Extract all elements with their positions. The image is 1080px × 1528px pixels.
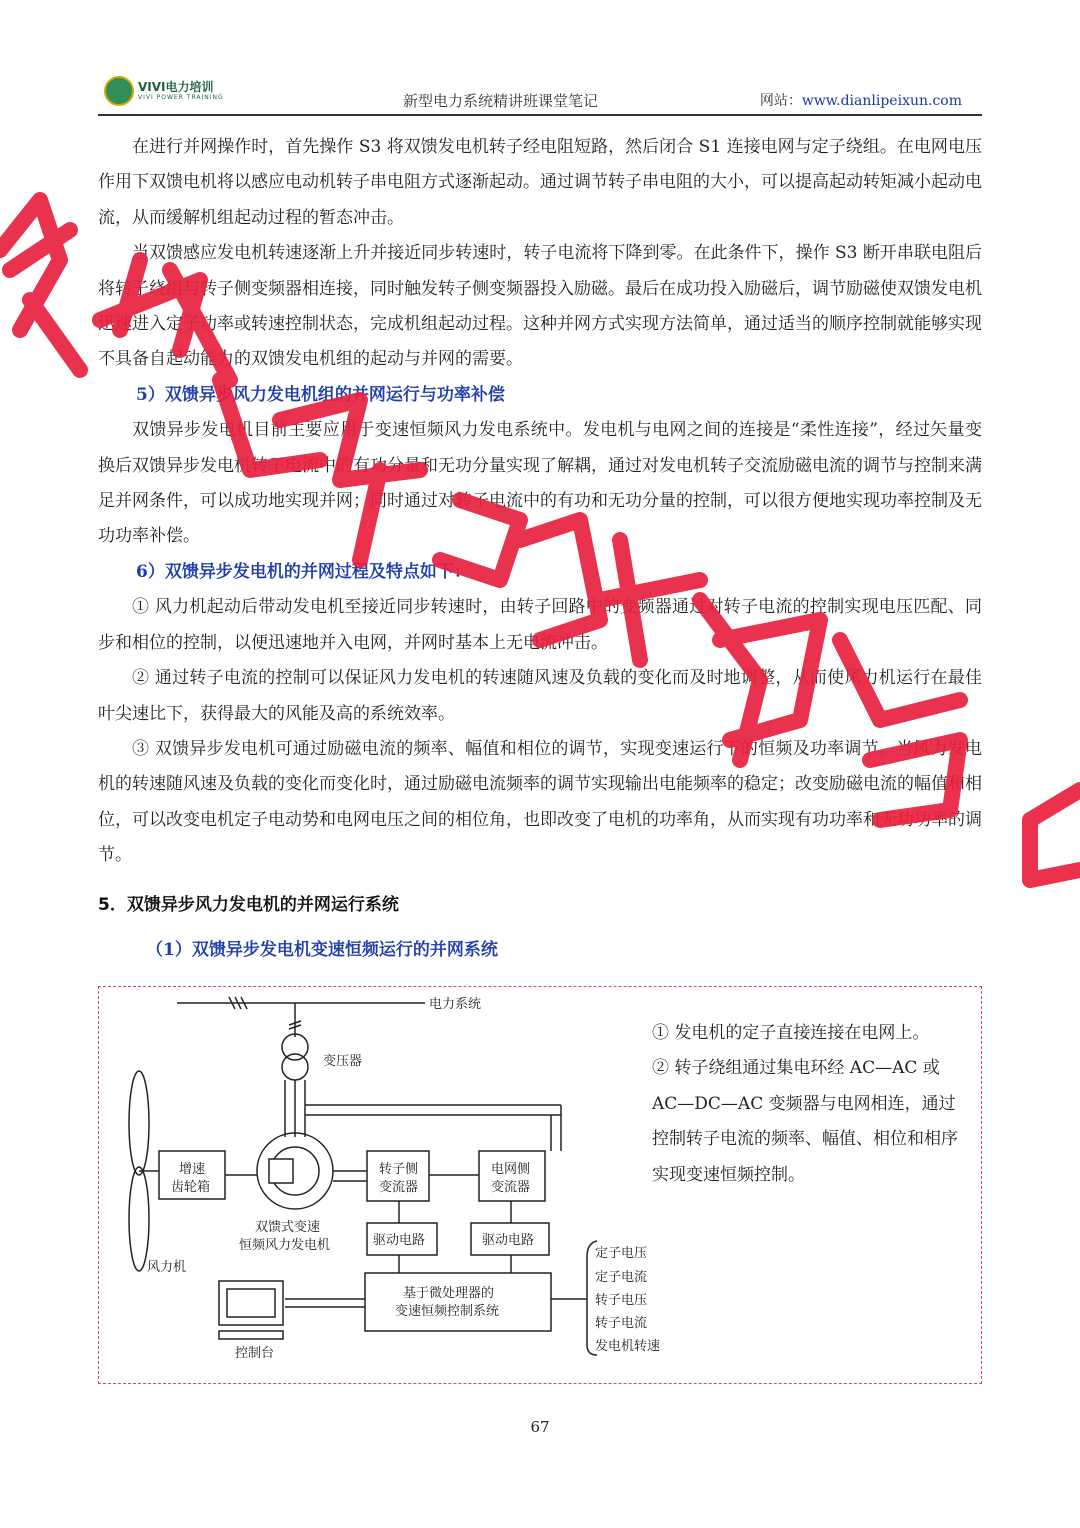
heading-6: 6）双馈异步发电机的并网过程及特点如下： <box>136 561 471 582</box>
watermark-stroke <box>0 200 60 330</box>
label-generator-2: 恒频风力发电机 <box>239 1238 331 1253</box>
label-transformer: 变压器 <box>323 1054 363 1069</box>
heading-5: 5）双馈异步风力发电机组的并网运行与功率补偿 <box>136 384 505 405</box>
label-turbine: 风力机 <box>147 1260 187 1275</box>
controller-box <box>365 1273 551 1331</box>
console-keyboard <box>219 1331 283 1339</box>
label-gearbox-1: 增速 <box>179 1162 206 1177</box>
header-website <box>760 90 962 110</box>
label-grid: 电力系统 <box>429 997 482 1012</box>
note-2: ② 转子绕组通过集电环经 AC—AC 或 AC—DC—AC 变频器与电网相连，通过控制转子电流的频率、幅值、相位和相序实现变速恒频控制。 <box>652 1058 958 1185</box>
label-grid-converter-1: 电网侧 <box>491 1162 531 1177</box>
console-monitor <box>219 1281 283 1325</box>
subsection-1-title: （1）双馈异步发电机变速恒频运行的并网系统 <box>146 940 498 960</box>
label-signal-3: 转子电压 <box>595 1293 648 1308</box>
brand-subtitle: VIVI POWER TRAINING <box>138 94 224 101</box>
list-item-3: ③ 双馈异步发电机可通过励磁电流的频率、幅值和相位的调节，实现变速运行下的恒频及功率调节。当风力发电机的转速随风速及负载的变化而变化时，通过励磁电流频率的调节实现输出电能频率的稳定；改变励磁电流的幅值和相位，可以改变电机定子电动势和电网电压之间的相位角，也即改变了电机的功率角，从而实现有功功率和无功功率的调节。 <box>98 738 982 866</box>
website-label: 网站： <box>759 93 802 109</box>
label-grid-converter-2: 变流器 <box>491 1180 531 1195</box>
list-item-1: ① 风力机起动后带动发电机至接近同步转速时，由转子回路中的变频器通过对转子电流的控制实现电压匹配、同步和相位的控制，以便迅速地并入电网，并网时基本上无电流冲击。 <box>98 597 982 653</box>
generator-shaft <box>269 1159 293 1183</box>
console-screen <box>227 1289 275 1317</box>
page-header <box>98 72 982 116</box>
body-text <box>98 130 982 874</box>
label-drive-circuit-1: 驱动电路 <box>373 1233 426 1248</box>
label-gearbox-2: 齿轮箱 <box>171 1180 211 1195</box>
list-item-2: ② 通过转子电流的控制可以保证风力发电机的转速随风速及负载的变化而及时地调整，从而使风力机运行在最佳叶尖速比下，获得最大的风能及高的系统效率。 <box>98 668 982 724</box>
header-title: 新型电力系统精讲班课堂笔记 <box>403 92 599 110</box>
paragraph-flexible-connection: 双馈异步发电机目前主要应用于变速恒频风力发电系统中。发电机与电网之间的连接是“柔性连接”，经过矢量变换后双馈异步发电机转子电流中的有功分量和无功分量实现了解耦，通过对发电机转子交流励磁电流的调节与控制来满足并网条件，可以成功地实现并网；同时通过对转子电流中的有功和无功分量的控制，可以很方便地实现功率控制及无功功率补偿。 <box>98 420 982 547</box>
label-signal-1: 定子电压 <box>595 1246 648 1261</box>
label-signal-4: 转子电流 <box>595 1316 648 1331</box>
page-number: 67 <box>530 1418 550 1436</box>
label-signal-5: 发电机转速 <box>595 1339 661 1354</box>
label-rotor-converter-2: 变流器 <box>379 1180 419 1195</box>
brand-name: VIVI电力培训 <box>138 80 214 94</box>
label-generator-1: 双馈式变速 <box>255 1220 321 1235</box>
paragraph-sync-speed: 当双馈感应发电机转速逐渐上升并接近同步转速时，转子电流将下降到零。在此条件下，操作 S3 断开串联电阻后将转子绕组与转子侧变频器相连接，同时触发转子侧变频器投入励磁。最后在成功投入励磁后，调节励磁使双馈发电机迅速进入定子功率或转速控制状态，完成机组起动过程。这种并网方式实现方法简单，通过适当的顺序控制就能够实现不具备自起动能力的双馈发电机组的起动与并网的需要。 <box>98 243 982 370</box>
section-5-title: 5．双馈异步风力发电机的并网运行系统 <box>98 895 399 915</box>
transformer-coil-bottom <box>282 1054 308 1080</box>
turbine-blade-bottom <box>129 1167 149 1271</box>
website-url[interactable]: www.dianlipeixun.com <box>801 93 962 109</box>
transformer-coil-top <box>282 1034 308 1060</box>
label-controller-1: 基于微处理器的 <box>403 1286 495 1301</box>
label-signal-2: 定子电流 <box>595 1270 648 1285</box>
label-controller-2: 变速恒频控制系统 <box>395 1304 500 1319</box>
paragraph-grid-operation: 在进行并网操作时，首先操作 S3 将双馈发电机转子经电阻短路，然后闭合 S1 连接电网与定子绕组。在电网电压作用下双馈电机将以感应电动机转子串电阻方式逐渐起动。通过调节转子串电阻的大小，可以提高起动转矩减小起动电流，从而缓解机组起动过程的暂态冲击。 <box>98 137 982 228</box>
label-console: 控制台 <box>235 1346 275 1361</box>
label-rotor-converter-1: 转子侧 <box>379 1162 419 1177</box>
brand-logo-icon <box>104 76 134 106</box>
label-drive-circuit-2: 驱动电路 <box>482 1233 535 1248</box>
note-1: ① 发电机的定子直接连接在电网上。 <box>652 1023 930 1043</box>
turbine-blade-top <box>129 1071 149 1175</box>
figure-notes <box>652 1016 970 1193</box>
